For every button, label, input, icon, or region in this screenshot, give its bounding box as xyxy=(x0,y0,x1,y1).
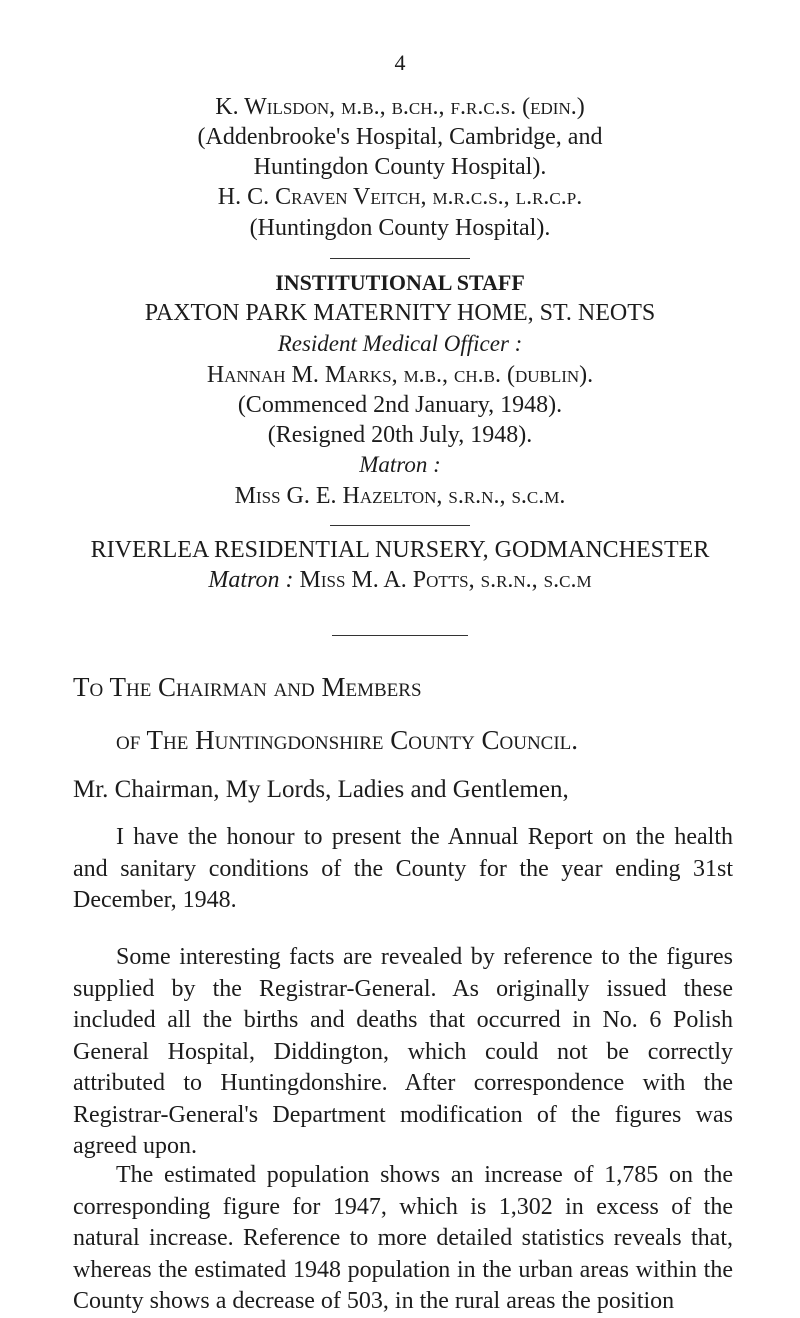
role-label: Resident Medical Officer : xyxy=(277,331,523,356)
matron-qualifications: s.r.n., s.c.m. xyxy=(448,483,566,509)
officer-qualifications: m.b., ch.b. (dublin). xyxy=(403,362,594,388)
matron-entry: Miss G. E. Hazelton, s.r.n., s.c.m. xyxy=(234,483,566,509)
matron-name: Miss M. A. Potts xyxy=(299,567,469,593)
institution-title: RIVERLEA RESIDENTIAL NURSERY, GODMANCHESTER xyxy=(90,537,710,563)
divider xyxy=(332,635,468,636)
address-line-1: To The Chairman and Members xyxy=(73,672,422,702)
section-heading: INSTITUTIONAL STAFF xyxy=(275,270,525,295)
body-paragraph: Some interesting facts are revealed by reference to the figures supplied by the Registrar-General. As originally issued these included all the births and deaths that occurred in No. 6 Polish General Hospital, Diddington, which could not be correctly attributed to Huntingdonshire. After correspondence with the Registrar-General's Department modification of the figures was agreed upon. xyxy=(73,944,733,1159)
commenced-date: (Commenced 2nd January, 1948). xyxy=(237,392,563,418)
body-paragraph: I have the honour to present the Annual Report on the health and sanitary conditions of the County for the year ending 31st December, 1948. xyxy=(73,824,733,913)
matron-name: Miss G. E. Hazelton xyxy=(234,483,437,509)
resigned-date: (Resigned 20th July, 1948). xyxy=(267,422,533,448)
staff-qualifications: m.r.c.s., l.r.c.p. xyxy=(432,184,583,210)
staff-name: K. Wilsdon xyxy=(215,94,330,120)
staff-hospital-line: Huntingdon County Hospital). xyxy=(253,154,547,180)
staff-entry-wilsdon: K. Wilsdon, m.b., b.ch., f.r.c.s. (edin.) xyxy=(215,94,585,120)
staff-entry-veitch: H. C. Craven Veitch, m.r.c.s., l.r.c.p. xyxy=(217,184,583,210)
matron-entry: Matron : Miss M. A. Potts, s.r.n., s.c.m xyxy=(208,567,592,593)
divider xyxy=(330,525,470,526)
officer-entry: Hannah M. Marks, m.b., ch.b. (dublin). xyxy=(206,362,594,388)
address-line-2: of The Huntingdonshire County Council. xyxy=(116,725,579,755)
institution-title: PAXTON PARK MATERNITY HOME, ST. NEOTS xyxy=(144,300,656,326)
role-label: Matron : xyxy=(208,567,294,593)
staff-name: H. C. Craven Veitch xyxy=(217,184,421,210)
matron-qualifications: s.r.n., s.c.m xyxy=(480,567,592,593)
staff-qualifications: m.b., b.ch., f.r.c.s. (edin.) xyxy=(341,94,585,120)
salutation: Mr. Chairman, My Lords, Ladies and Gentlemen, xyxy=(73,776,569,803)
staff-hospital-line: (Addenbrooke's Hospital, Cambridge, and xyxy=(197,124,603,150)
page-number: 4 xyxy=(394,50,406,75)
staff-hospital-line: (Huntingdon County Hospital). xyxy=(249,215,551,241)
role-label: Matron : xyxy=(359,452,441,477)
body-paragraph: The estimated population shows an increase of 1,785 on the corresponding figure for 1947, which is 1,302 in excess of the natural increase. Reference to more detailed statistics reveals that, whereas the estimated 1948 population in the urban areas within the County shows a decrease of 503, in the rural areas the position xyxy=(73,1162,733,1314)
divider xyxy=(330,258,470,259)
officer-name: Hannah M. Marks xyxy=(206,362,392,388)
